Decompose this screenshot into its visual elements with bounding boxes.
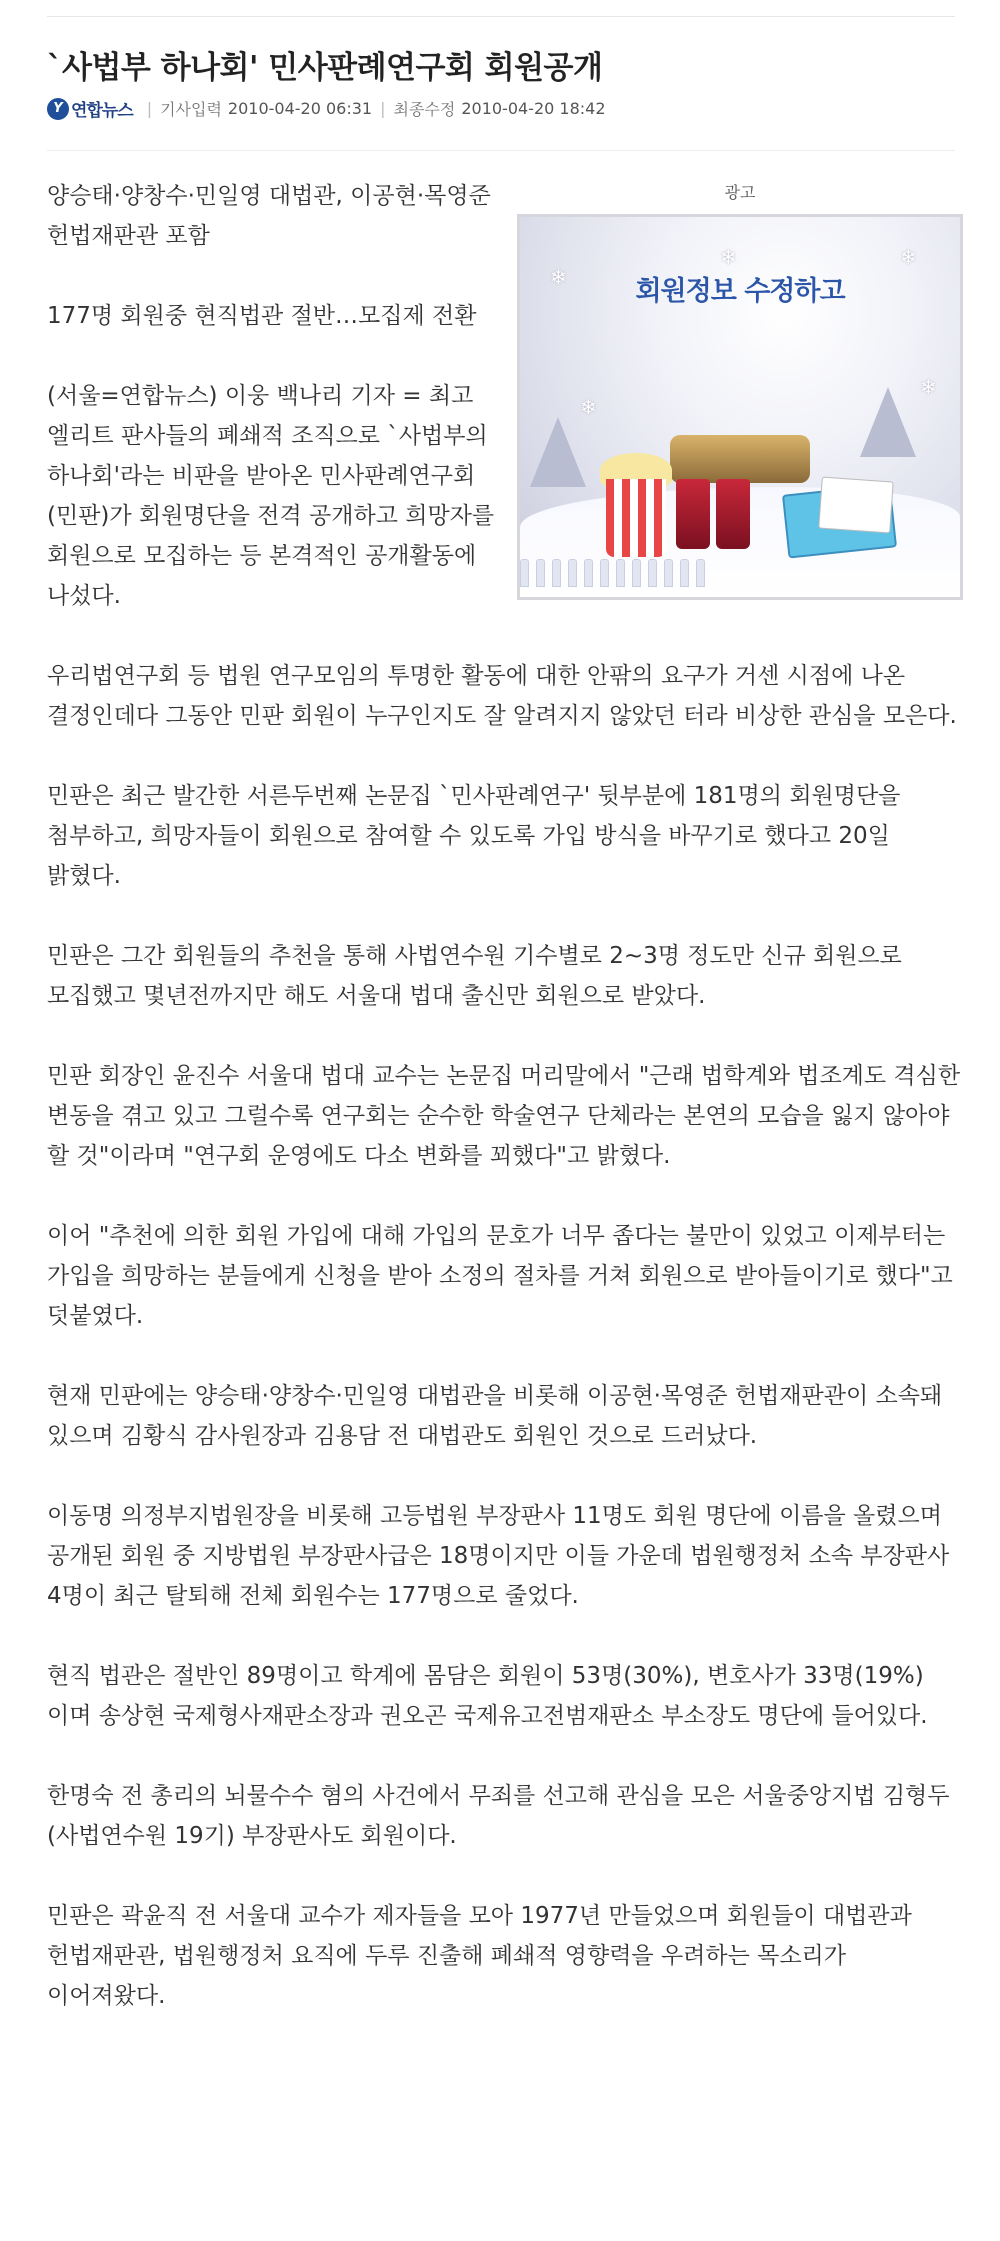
article-paragraph: 이어 "추천에 의한 회원 가입에 대해 가입의 문호가 너무 좁다는 불만이 있었고 이제부터는 가입을 희망하는 분들에게 신청을 받아 소정의 절차를 거쳐 회원으로 받아들이기로 했다"고 덧붙였다. [47,1223,953,1329]
article-paragraph: 양승태·양창수·민일영 대법관, 이공현·목영준 헌법재판관 포함 [47,183,491,249]
article-paragraph: 현재 민판에는 양승태·양창수·민일영 대법관을 비롯해 이공현·목영준 헌법재판관이 소속돼 있으며 김황식 감사원장과 김용담 전 대법관도 회원인 것으로 드러났다. [47,1383,943,1449]
popcorn-bucket-image [606,479,666,557]
ad-banner[interactable] [517,214,963,600]
ad-label: 광고 [724,183,756,202]
yonhap-logo-icon: Y [47,98,69,120]
source-name: 연합뉴스 [71,101,133,121]
snowflake-icon: ❄ [580,395,597,419]
advertisement[interactable] [517,182,963,600]
article-title: `사법부 하나회' 민사판례연구회 회원공개 [47,50,603,86]
article-paragraph: (서울=연합뉴스) 이웅 백나리 기자 = 최고 엘리트 판사들의 폐쇄적 조직으로 `사법부의 하나회'라는 비판을 받아온 민사판례연구회(민판)가 회원명단을 전격 공개하고 희망자를 회원으로 모집하는 등 본격적인 공개활동에 나섰다. [47,383,495,609]
article-paragraph: 민판은 곽윤직 전 서울대 교수가 제자들을 모아 1977년 만들었으며 회원들이 대법관과 헌법재판관, 법원행정처 요직에 두루 진출해 폐쇄적 영향력을 우려하는 목소리가 이어져왔다. [47,1903,912,2009]
snowflake-icon: ❄ [900,245,917,269]
snowflake-icon: ❄ [920,375,937,399]
article-paragraph: 177명 회원중 현직법관 절반…모집제 전환 [47,303,477,329]
article-paragraph: 민판 회장인 윤진수 서울대 법대 교수는 논문집 머리말에서 "근래 법학계와 법조계도 격심한 변동을 겪고 있고 그럴수록 연구회는 순수한 학술연구 단체라는 본연의 모습을 잃지 않아야 할 것"이라며 "연구회 운영에도 다소 변화를 꾀했다"고 밝혔다. [47,1063,961,1169]
article-paragraph: 한명숙 전 총리의 뇌물수수 혐의 사건에서 무죄를 선고해 관심을 모은 서울중앙지법 김형두(사법연수원 19기) 부장판사도 회원이다. [47,1783,950,1849]
snowflake-icon: ❄ [720,245,737,269]
modified-label: 최종수정 [393,100,456,119]
tree-icon [530,417,586,487]
snowflake-icon: ❄ [550,265,567,289]
article-paragraph: 우리법연구회 등 법원 연구모임의 투명한 활동에 대한 안팎의 요구가 거센 시점에 나온 결정인데다 그동안 민판 회원이 누구인지도 잘 알려지지 않았던 터라 비상한 관심을 모은다. [47,663,957,729]
posted-date: 2010-04-20 06:31 [227,99,373,118]
article-body [47,176,963,2056]
article-meta [47,96,606,121]
article-paragraph: 이동명 의정부지법원장을 비롯해 고등법원 부장판사 11명도 회원 명단에 이름을 올렸으며 공개된 회원 중 지방법원 부장판사급은 18명이지만 이들 가운데 법원행정처 소속 부장판사 4명이 최근 탈퇴해 전체 회원수는 177명으로 줄었다. [47,1503,950,1609]
train-image [670,435,810,483]
drink-cup-image [716,479,750,549]
header-divider [47,150,955,151]
top-divider [47,16,955,17]
article-paragraph: 현직 법관은 절반인 89명이고 학계에 몸담은 회원이 53명(30%), 변호사가 33명(19%)이며 송상현 국제형사재판소장과 권오곤 국제유고전범재판소 부소장도 명단에 들어있다. [47,1663,928,1729]
ad-headline: 회원정보 수정하고 [635,276,845,307]
meta-separator: | [380,99,386,118]
source-logo[interactable] [47,96,133,121]
card-image [818,477,893,534]
drink-cup-image [676,479,710,549]
posted-label: 기사입력 [160,100,222,119]
article-paragraph: 민판은 그간 회원들의 추천을 통해 사법연수원 기수별로 2~3명 정도만 신규 회원으로 모집했고 몇년전까지만 해도 서울대 법대 출신만 회원으로 받았다. [47,943,902,1009]
modified-date: 2010-04-20 18:42 [461,99,606,118]
tree-icon [860,387,916,457]
fence-image [520,559,705,587]
meta-separator: | [146,99,153,118]
article-paragraph: 민판은 최근 발간한 서른두번째 논문집 `민사판례연구' 뒷부분에 181명의 회원명단을 첨부하고, 희망자들이 회원으로 참여할 수 있도록 가입 방식을 바꾸기로 했다고 20일 밝혔다. [47,783,901,889]
